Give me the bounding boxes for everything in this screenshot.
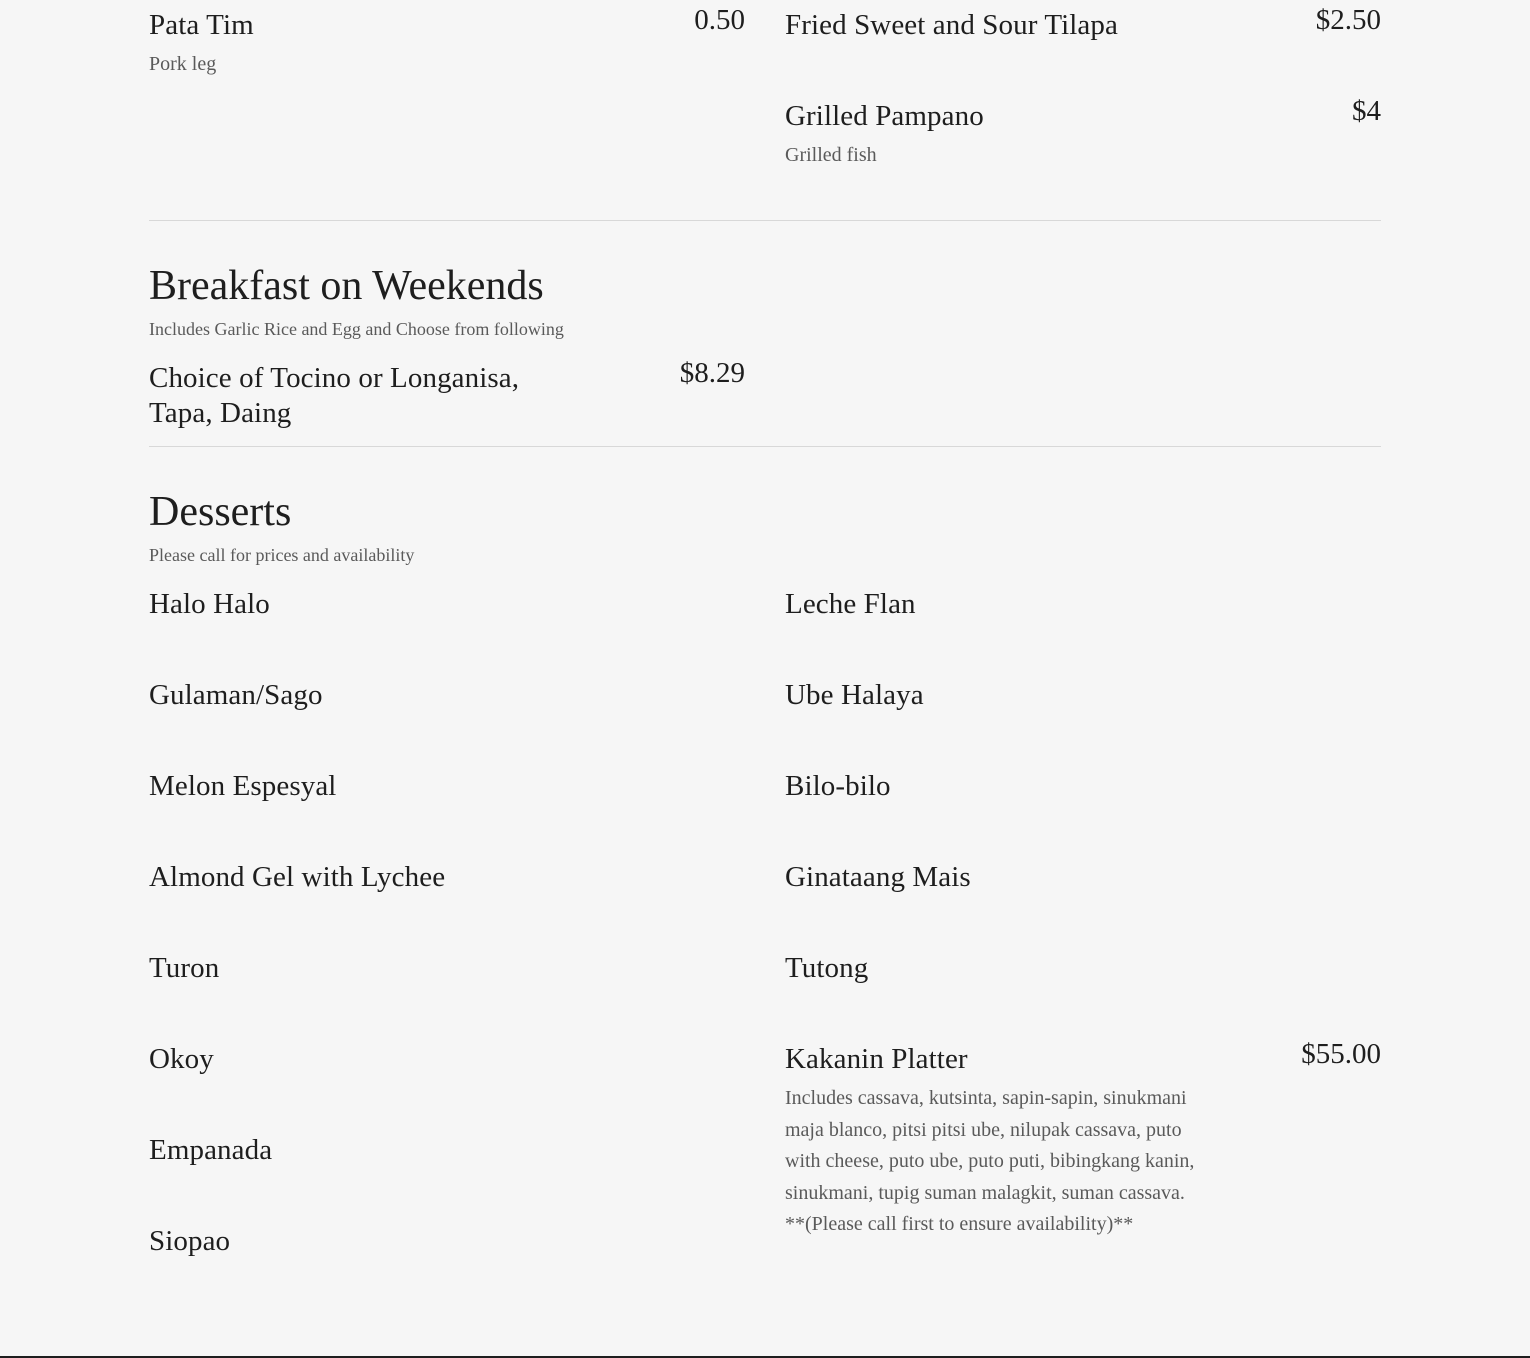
section-title: Desserts (149, 489, 292, 535)
section-title: Breakfast on Weekends (149, 263, 544, 309)
section-subtitle: Please call for prices and availability (149, 545, 415, 565)
item-name: Okoy (149, 1043, 214, 1075)
menu-item-kakanin-platter (785, 1038, 1381, 1241)
menu-item (785, 678, 1381, 769)
item-description: Pork leg (149, 53, 217, 75)
item-description: Grilled fish (785, 144, 877, 166)
item-name: Leche Flan (785, 588, 916, 620)
menu-item (149, 1133, 745, 1224)
breakfast-left-column (149, 357, 745, 452)
menu-item (149, 678, 745, 769)
top-menu-section (149, 4, 1381, 190)
item-price: 0.50 (694, 4, 745, 36)
menu-item-breakfast-choice (149, 357, 745, 452)
item-name: Ginataang Mais (785, 861, 971, 893)
item-name: Kakanin Platter (785, 1043, 968, 1075)
breakfast-right-column (785, 361, 1381, 452)
desserts-right-column (785, 587, 1381, 1315)
top-right-column (785, 4, 1381, 190)
top-left-column (149, 4, 745, 190)
item-description: Includes cassava, kutsinta, sapin-sapin, sinukmani maja blanco, pitsi pitsi ube, nilupak cassava, puto with cheese, puto ube, puto puti, bibingkang kanin, sinukmani, tupig suman malagkit, suman cassava. **(Please call first to ensure availability)** (785, 1087, 1195, 1235)
item-name: Siopao (149, 1225, 231, 1257)
menu-item (785, 587, 1381, 678)
item-name: Fried Sweet and Sour Tilapa (785, 9, 1118, 41)
dessert-items (149, 587, 1381, 1315)
section-divider (149, 220, 1381, 221)
item-name: Gulaman/Sago (149, 679, 323, 711)
menu-item (785, 769, 1381, 860)
menu-item (149, 587, 745, 678)
menu-item (149, 860, 745, 951)
breakfast-section (149, 261, 1381, 452)
item-name: Empanada (149, 1134, 273, 1166)
item-name: Bilo-bilo (785, 770, 891, 802)
desserts-left-column (149, 587, 745, 1315)
item-name: Pata Tim (149, 9, 254, 41)
item-price: $8.29 (679, 357, 745, 389)
menu-item (149, 1224, 745, 1315)
item-price: $2.50 (1315, 4, 1381, 36)
item-price: $4 (1352, 95, 1381, 127)
menu-item-pata-tim (149, 4, 745, 99)
menu-item (785, 951, 1381, 1042)
item-name: Tutong (785, 952, 869, 984)
item-name: Almond Gel with Lychee (149, 861, 446, 893)
menu-item (149, 1042, 745, 1133)
menu-item (149, 951, 745, 1042)
item-name: Choice of Tocino or Longanisa, Tapa, Daing (149, 362, 520, 429)
menu-item-grilled-pampano (785, 95, 1381, 190)
section-subtitle: Includes Garlic Rice and Egg and Choose from following (149, 319, 564, 339)
desserts-section (149, 487, 1381, 1315)
item-name: Ube Halaya (785, 679, 924, 711)
item-name: Melon Espesyal (149, 770, 337, 802)
item-name: Turon (149, 952, 220, 984)
item-name: Grilled Pampano (785, 100, 984, 132)
item-name: Halo Halo (149, 588, 270, 620)
menu-item-fried-tilapa (785, 4, 1381, 99)
menu-item (785, 860, 1381, 951)
item-price: $55.00 (1301, 1038, 1381, 1070)
menu-item (149, 769, 745, 860)
breakfast-items (149, 357, 1381, 452)
menu-page (149, 0, 1381, 1315)
